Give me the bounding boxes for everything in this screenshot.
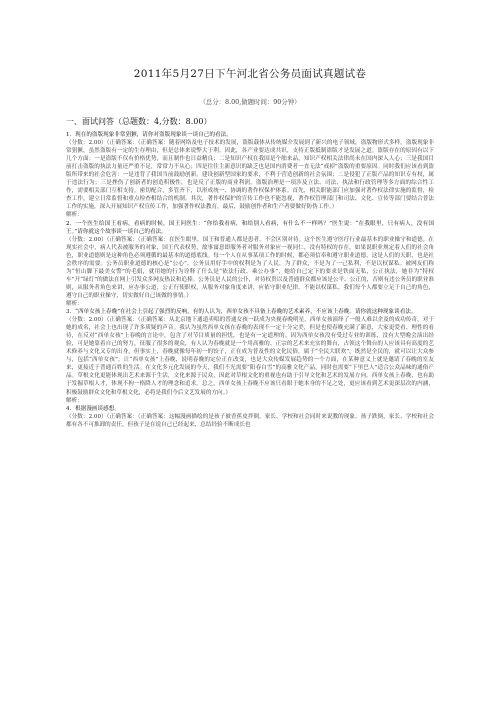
question-stem: 3．“西单女孩上春晚”在社会上引起了强烈的反响，有的人认为，西单女孩不具备上春晚的艺术素养，不应该上春晚。请你就这种现象谈看法。 [66, 309, 417, 316]
page-subtitle: （总分：8.00,做题时间：90分钟） [199, 98, 301, 106]
question-answer: （分数：2.00）（正确答案：（正确答案：在医生眼里，国王和普通人都是患者，不会区别对待。这个医生遵守医疗行业最基本的职业操守和道德。在现实社会中，病人代表被服务的对象，国王代表权势，故事寓意即服务者对服务对象应一视同仁，没有特权的存在。如果说职业规定着人们的社会角色，职业道德则是这种角色必须遵循的最基本的道德底线。每一个人在从事某项工作的时候，都必须信奉和遵守职业道德，这是人们的天职，也是社会秩序的需要。公务员职业道德的核心是“公心”，公务员用好手中的权利是为了人民，为了群众，不是为了一己私利，不是以权谋私。被网友们称为“恒山脚下最美女警”的毛娟，就用她的行为诠释了什么是“依法行政、乘公办事”，她给自己定下的要求是铁面无私，公正执法，她非为“特权车”开“绿灯”的做法在网上引发众多网友热议和追捧。公务员是人民的公仆，对待权贵以及普通群众都应该是公平、公正的，否则有违公务员的职业准则，从服务者角色来讲，应办事公道，公正行使职权，从服务对象角度来讲，应依守职业纪律，不能以权谋私。我们每个人都要立足于自己的角色，遵守自己的职业操守，切实做好自己该做的事情。） [66, 236, 434, 299]
section-heading: 一、面试问答（总题数：4,分数：8.00） [66, 117, 212, 126]
page-title: 2011年5月27日下午河北省公务员面试真题试卷 [133, 68, 367, 80]
question-stem: 1．现在的盗版现象非常猖獗，请你对盗版现象谈一谈自己的看法。 [66, 132, 232, 138]
question-answer: （分数：2.00）（正确答案：（正确答案：这幅漫画描绘的是孩子被香蕉皮拌倒，家长、学校和社会同时来说教的现象。孩子跌倒，家长、学校和社会都有各不可推卸的责任，但孩子是在说自己已经起来，总结经验不断成长也 [66, 413, 434, 428]
question-analysis: 解析： [66, 212, 83, 219]
question-answer: （分数：2.00）（正确答案：（正确答案：从北京地下通道卖唱的普通女孩一跃成为央视春晚明星，西单女孩演绎了一般人难以企及的成功传奇，对于她的成名，社会上也出现了许多质疑的声音。我认为虽然西单女孩在春晚的表现不一定十分完美，但是也使春晚充满了新意，大家更爱看、理性的看待，在反对“西单女孩”上春晚的言论中，包含了对节目质量的担忧，也是有一定道理的。因为西单女孩没有受过专业的训练，没有大型晚会演出经验，可是她靠着自己的努力，征服了很多的观众，有人认为春晚就是一个用高雅的、正宗的艺术来充实的舞台，占领这个舞台的人应该具有高度的艺术修养与文化又专的出身。但事实上，春晚就像每年初一的饺子，正在成为普及性的文化民俗，属于“全民大联欢”，既然是全民的，就可以让大众参与，包括“西单女孩”。让“西单女孩”上春晚，说明春晚的定位正在改变，也是大众传媒发展趋势的一个方面，在某种意义上就是邀请了春晚的室友来，更接近于普通百姓的生活。在文化多元化发展的今天，我们不光需要“阳春白雪”的高雅文化产品，同时也需要“下里巴人”适合公众品味的通俗产品。草根文化更能体现出艺术来源于生活，文化来源于民众，因此对草根文化的重视也有助于引导文化和艺术的发展方向。西单女孩上春晚，也有助于发掘草根人才，体现不拘一格降人才的理念和追求。总之，西单女孩上春晚不应该只看眼于她本身的不足之处，更应该看到艺术更深层次的内涵，积极鼓励群众文化和草根文化，必将是我们今后文艺发展的方向。） [66, 317, 434, 396]
question-3 [66, 308, 434, 405]
questions-list [66, 131, 434, 429]
question-stem: 4．根据漫画谈感想。 [66, 405, 120, 412]
question-2 [66, 220, 434, 309]
question-analysis: 解析： [66, 397, 83, 404]
question-4 [66, 405, 434, 429]
question-1 [66, 131, 434, 220]
question-answer: （分数：2.00）（正确答案：（正确答案：随着网络及电子技术的发展，盗版载体从传统媒介发展到了新兴的电子领域，盗版物形式多样。盗版现象非常猖獗，虽然盗版有一定的生存理由，但是总体来说弊大于利。因此，各产业要达成共识，支持正版抵制盗版才是发展之道。盗版存在的原因有以下几个方面：一是盗版不仅有价格优势，而且制作也日益精良；二是知识产权在我国是个舶来品，知识产权相关法律尚未在国内深入人心；三是我国目前打击盗版的执法力量还严重不足，常常力不从心；四是往往主新意识的缺乏也是国内消费者一直无法“戒掉”盗版的重要原因。同时我们应该看到盗版所带来的社会危害：一是违背了我国当前鼓励创新，建设创新型国家的要求，不利于营造创新的社会氛围；二是侵犯了正版产品的知识专有权，属于违法行为；三是挫伤了创新者的创造积极性，也是反了正版的商业利润。盗版治理是一项涉及立法、司法、执法和行政管理等多方面的综合性工作，需要相关部门互相支持，密切配合，多管齐下，以形成统一、协调的著作权保护体系。首先，相关职能部门应加强对著作权法律实施的监督，检查工作，建立日常监督和重点检查相结合的机制。其次，著作权保护的宣传工作也不能忽视，著作权管理部门和司法、文化、宣传等部门要结合普法工作的实施，深入开展知识产权宣传工作，加强著作权法教育，最后，鼓励创作者和生产者要做好防伪工作。） [66, 140, 434, 211]
question-stem: 2．一个医生给国王看病，看病的时候，国王问医生：“你给我看病，和给别人看病，有什么不一样吗？”医生说：“在我眼里，只有病人，没有国王。”请你就这个故事谈一谈自己的看法。 [66, 220, 434, 235]
question-analysis: 解析： [66, 300, 83, 307]
